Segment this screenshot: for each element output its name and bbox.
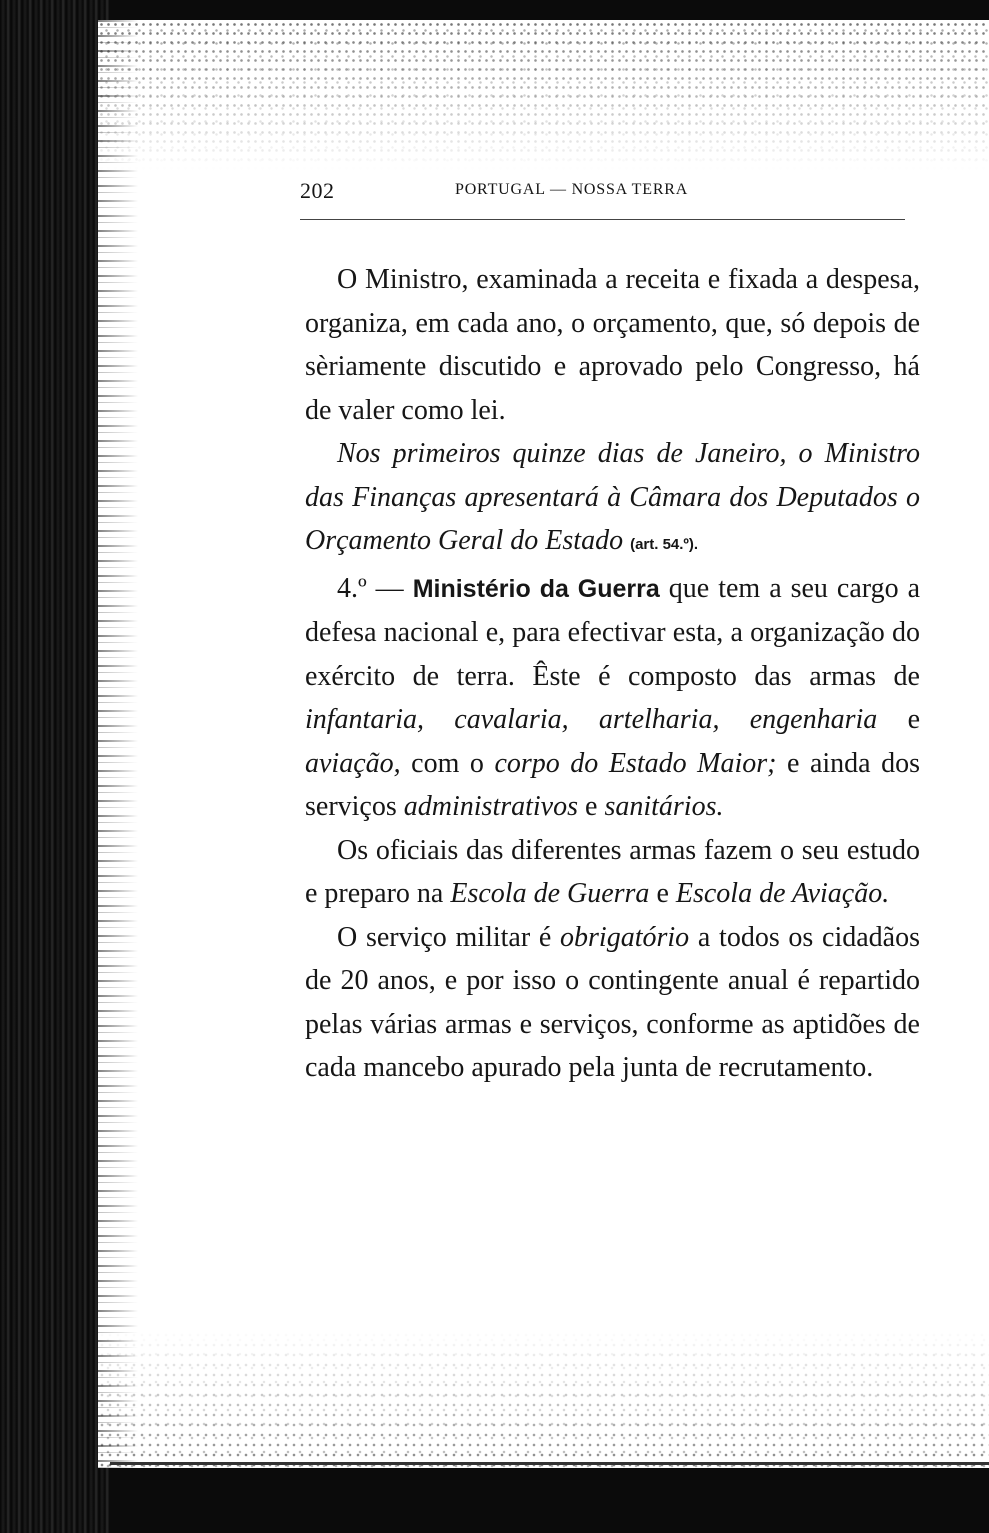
scan-noise-top xyxy=(98,20,989,170)
italic-text: Nos primeiros quinze dias de Janeiro, o Ministro das Finanças apresentará à Câmara dos Deputados o Orçamento Geral do Estado xyxy=(305,438,920,556)
text-run: e xyxy=(656,878,669,909)
text-run: a todos os cidadãos de 20 anos, e por isso o contingente anual é repartido pelas várias armas e serviços, conforme as aptidões de cada mancebo apurado pela junta de recrutamento. xyxy=(305,921,920,1083)
paragraph-escolas xyxy=(305,829,920,916)
scan-noise-left-edge xyxy=(98,20,138,1468)
text-run: com o xyxy=(411,747,484,779)
italic-text: Escola de Aviação. xyxy=(675,878,890,909)
scan-noise-bottom xyxy=(98,1330,989,1470)
text-run: e xyxy=(907,704,921,735)
bottom-page-edge xyxy=(110,1462,989,1465)
text-run: e ainda dos serviços xyxy=(305,747,920,822)
paragraph-lei-orcamento xyxy=(305,432,920,567)
text-run: Os oficiais das diferentes armas fazem o seu estudo e preparo na xyxy=(305,834,920,909)
italic-text: sanitários. xyxy=(604,791,724,822)
italic-text: obrigatório xyxy=(560,921,690,953)
page-header xyxy=(300,178,905,210)
paragraph-orcamento xyxy=(305,258,920,432)
section-number: 4.º — xyxy=(337,572,404,604)
header-rule xyxy=(300,219,905,220)
paragraph-ministerio-guerra xyxy=(305,567,920,829)
text-run: O serviço militar é xyxy=(337,921,552,953)
italic-text: infantaria, cavalaria, artelharia, engenharia xyxy=(305,704,878,735)
section-title: Ministério da Guerra xyxy=(412,574,660,603)
article-reference: (art. 54.º). xyxy=(630,536,699,553)
running-head: PORTUGAL — NOSSA TERRA xyxy=(455,181,689,198)
italic-text: aviação, xyxy=(305,747,401,779)
text-run: e xyxy=(585,791,598,822)
page-number: 202 xyxy=(300,178,335,203)
paragraph-servico-militar xyxy=(305,916,920,1090)
book-binding-edge xyxy=(0,0,110,1533)
text-run: que tem a seu cargo a defesa nacional e, para efectivar esta, a organização do exército de terra. Êste é composto das armas de xyxy=(305,572,921,692)
italic-text: corpo do Estado Maior; xyxy=(494,747,777,779)
italic-text: administrativos xyxy=(403,791,578,822)
paragraph-text: O Ministro, examinada a receita e fixada a despesa, organiza, em cada ano, o orçamento, que, só depois de sèriamente discutido e aprovado pelo Congresso, há de valer como lei. xyxy=(305,264,920,426)
italic-text: Escola de Guerra xyxy=(450,878,650,909)
body-text xyxy=(305,258,920,1090)
